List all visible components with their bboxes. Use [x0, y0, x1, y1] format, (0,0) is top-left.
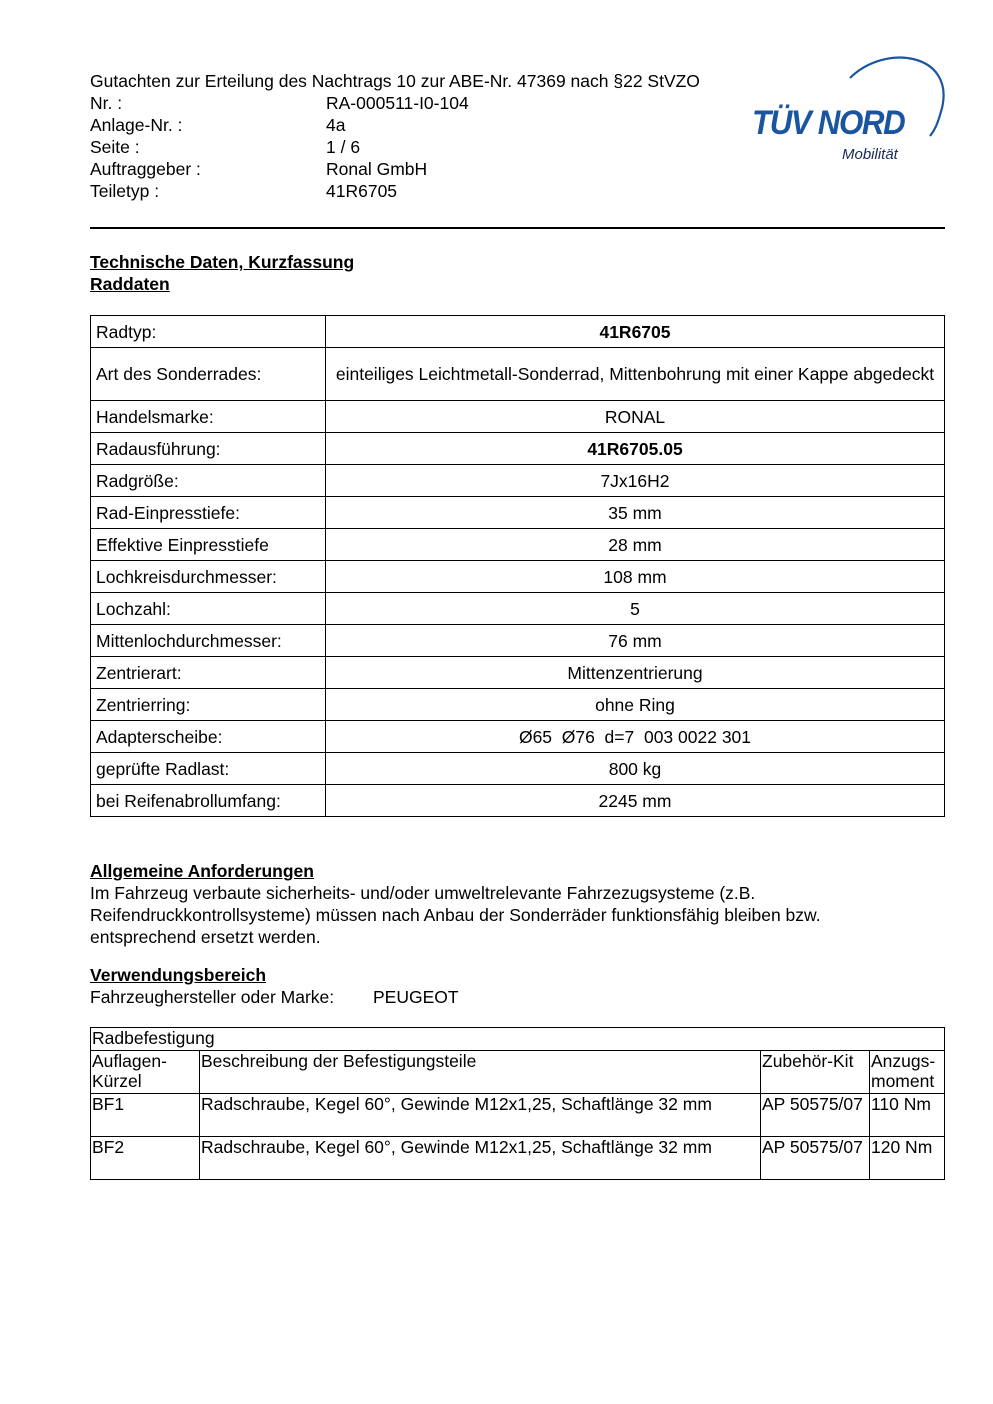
row-key: Effektive Einpresstiefe	[91, 529, 326, 561]
row-key: bei Reifenabrollumfang:	[91, 785, 326, 817]
manufacturer-value: PEUGEOT	[373, 987, 459, 1007]
manufacturer-row	[90, 986, 945, 1008]
table-row	[91, 1094, 945, 1137]
meta-label: Anlage-Nr. :	[90, 115, 183, 135]
paragraph-line: entsprechend ersetzt werden.	[90, 927, 321, 947]
meta-value: RA-000511-I0-104	[326, 93, 469, 113]
row-key: Art des Sonderrades:	[91, 348, 326, 401]
row-value: Ø65 Ø76 d=7 003 0022 301	[326, 721, 945, 753]
table-row	[91, 689, 945, 721]
tuv-nord-logo	[750, 48, 950, 168]
table-caption-row	[91, 1028, 945, 1051]
table-row	[91, 497, 945, 529]
row-key: Lochzahl:	[91, 593, 326, 625]
meta-label: Auftraggeber :	[90, 159, 201, 179]
header-title: Gutachten zur Erteilung des Nachtrags 10 zur ABE-Nr. 47369 nach §22 StVZO	[90, 71, 700, 91]
row-value: 41R6705	[326, 316, 945, 348]
row-key: Handelsmarke:	[91, 401, 326, 433]
table-row	[91, 529, 945, 561]
meta-row	[90, 180, 790, 202]
row-key: Rad-Einpresstiefe:	[91, 497, 326, 529]
meta-row	[90, 114, 790, 136]
section-subtitle: Raddaten	[90, 274, 170, 294]
table-row	[91, 657, 945, 689]
row-value: einteiliges Leichtmetall-Sonderrad, Mittenbohrung mit einer Kappe abgedeckt	[326, 348, 945, 401]
table-cell: AP 50575/07	[761, 1094, 870, 1137]
manufacturer-label: Fahrzeughersteller oder Marke:	[90, 987, 335, 1007]
meta-row	[90, 136, 790, 158]
logo-subtitle: Mobilität	[842, 146, 898, 163]
column-header: Auflagen-Kürzel	[91, 1051, 200, 1094]
row-key: Lochkreisdurchmesser:	[91, 561, 326, 593]
row-key: Radgröße:	[91, 465, 326, 497]
column-header: Beschreibung der Befestigungsteile	[200, 1051, 761, 1094]
table-row	[91, 316, 945, 348]
row-key: Mittenlochdurchmesser:	[91, 625, 326, 657]
table-cell: 120 Nm	[870, 1137, 945, 1180]
table-row	[91, 753, 945, 785]
row-key: Zentrierring:	[91, 689, 326, 721]
wheel-fixing-table	[90, 1027, 945, 1180]
wheel-data-table	[90, 315, 945, 817]
row-value: 5	[326, 593, 945, 625]
meta-label: Nr. :	[90, 93, 123, 113]
logo-wordmark: TÜV NORD	[752, 104, 905, 142]
row-key: Zentrierart:	[91, 657, 326, 689]
meta-row	[90, 158, 790, 180]
section-technical-data	[90, 251, 354, 295]
row-key: Adapterscheibe:	[91, 721, 326, 753]
row-key: Radtyp:	[91, 316, 326, 348]
table-row	[91, 1137, 945, 1180]
row-value: 28 mm	[326, 529, 945, 561]
table-row	[91, 721, 945, 753]
row-value: 76 mm	[326, 625, 945, 657]
document-header	[90, 70, 790, 202]
row-value: 2245 mm	[326, 785, 945, 817]
section-general-requirements	[90, 860, 945, 948]
section-title: Verwendungsbereich	[90, 965, 267, 985]
row-value: 41R6705.05	[326, 433, 945, 465]
table-row	[91, 561, 945, 593]
row-value: ohne Ring	[326, 689, 945, 721]
row-value: 35 mm	[326, 497, 945, 529]
table-cell: Radschraube, Kegel 60°, Gewinde M12x1,25, Schaftlänge 32 mm	[200, 1137, 761, 1180]
table-row	[91, 625, 945, 657]
table-cell: BF2	[91, 1137, 200, 1180]
row-key: geprüfte Radlast:	[91, 753, 326, 785]
table-row	[91, 348, 945, 401]
meta-label: Seite :	[90, 137, 140, 157]
row-value: 800 kg	[326, 753, 945, 785]
table-caption: Radbefestigung	[91, 1028, 945, 1051]
meta-row	[90, 92, 790, 114]
table-row	[91, 401, 945, 433]
row-key: Radausführung:	[91, 433, 326, 465]
table-cell: Radschraube, Kegel 60°, Gewinde M12x1,25, Schaftlänge 32 mm	[200, 1094, 761, 1137]
row-value: 7Jx16H2	[326, 465, 945, 497]
meta-label: Teiletyp :	[90, 181, 160, 201]
header-divider	[90, 227, 945, 229]
meta-value: 4a	[326, 115, 346, 135]
column-header: Zubehör-Kit	[761, 1051, 870, 1094]
meta-value: 41R6705	[326, 181, 398, 201]
meta-value: Ronal GmbH	[326, 159, 428, 179]
section-title: Technische Daten, Kurzfassung	[90, 252, 355, 272]
row-value: 108 mm	[326, 561, 945, 593]
row-value: RONAL	[326, 401, 945, 433]
section-usage-range	[90, 964, 945, 1008]
paragraph-line: Reifendruckkontrollsysteme) müssen nach Anbau der Sonderräder funktionsfähig bleiben bzw.	[90, 905, 821, 925]
table-cell: 110 Nm	[870, 1094, 945, 1137]
table-header-row	[91, 1051, 945, 1094]
table-row	[91, 433, 945, 465]
column-header: Anzugs-moment	[870, 1051, 945, 1094]
table-cell: BF1	[91, 1094, 200, 1137]
meta-value: 1 / 6	[326, 137, 361, 157]
row-value: Mittenzentrierung	[326, 657, 945, 689]
table-row	[91, 465, 945, 497]
table-cell: AP 50575/07	[761, 1137, 870, 1180]
table-row	[91, 785, 945, 817]
section-title: Allgemeine Anforderungen	[90, 861, 314, 881]
table-row	[91, 593, 945, 625]
paragraph-line: Im Fahrzeug verbaute sicherheits- und/oder umweltrelevante Fahrzezugsysteme (z.B.	[90, 883, 756, 903]
